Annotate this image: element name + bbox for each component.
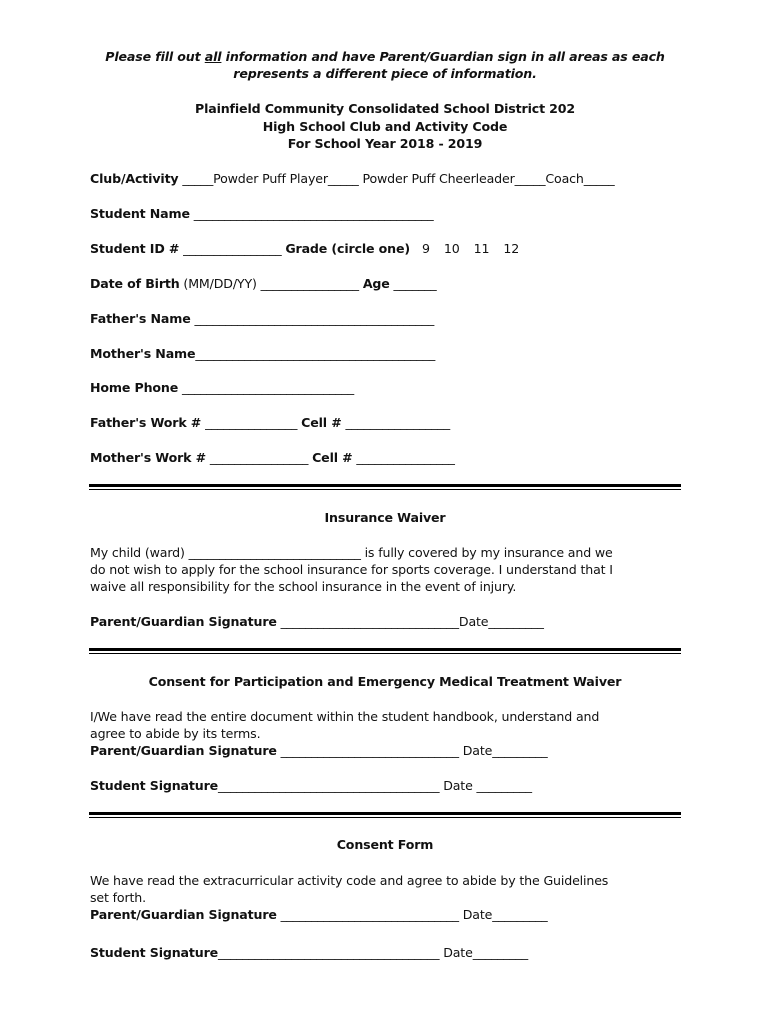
mother-work-label: Mother's Work #	[90, 450, 207, 465]
instructions-emphasis: all	[204, 49, 222, 64]
student-signature-label: Student Signature	[90, 945, 219, 960]
parent-signature-blank[interactable]: _____________________________ Date_________	[276, 743, 548, 758]
consent-medical-title: Consent for Participation and Emergency Medical Treatment Waiver	[148, 674, 622, 689]
parent-signature-label: Parent/Guardian Signature	[90, 743, 277, 758]
home-phone-blank[interactable]: ____________________________	[178, 380, 355, 395]
club-activity-label: Club/Activity	[90, 171, 179, 186]
student-name-blank[interactable]: _______________________________________	[189, 206, 434, 221]
mother-name-field[interactable]	[90, 345, 435, 362]
mother-work-blank[interactable]: ________________	[206, 450, 313, 465]
consent-medical-student-signature-row[interactable]	[90, 777, 532, 794]
student-name-field[interactable]	[90, 205, 433, 222]
consent-medical-paragraph-line-1: I/We have read the entire document within the student handbook, understand and	[90, 709, 600, 724]
section-divider-thin	[89, 653, 681, 654]
mother-cell-blank[interactable]: ________________	[352, 450, 455, 465]
grade-option-11[interactable]: 11	[473, 241, 490, 256]
home-phone-label: Home Phone	[90, 380, 179, 395]
code-title: High School Club and Activity Code	[262, 119, 508, 134]
school-year: For School Year 2018 - 2019	[287, 136, 483, 151]
consent-form-paragraph-line-2: set forth.	[90, 890, 146, 905]
father-name-field[interactable]	[90, 310, 434, 327]
section-divider	[89, 648, 681, 651]
grade-option-10[interactable]: 10	[443, 241, 460, 256]
mother-name-label: Mother's Name	[90, 346, 196, 361]
section-divider	[89, 812, 681, 815]
father-cell-blank[interactable]: _________________	[341, 415, 450, 430]
section-divider	[89, 484, 681, 487]
insurance-paragraph-line-2: do not wish to apply for the school insurance for sports coverage. I understand that I	[90, 562, 613, 577]
instructions-line-1	[0, 48, 770, 65]
student-id-label: Student ID #	[90, 241, 180, 256]
student-name-label: Student Name	[90, 206, 190, 221]
section-divider-thin	[89, 817, 681, 818]
father-cell-label: Cell #	[301, 415, 342, 430]
mother-phone-row	[90, 449, 455, 466]
consent-medical-parent-signature-row[interactable]	[90, 742, 548, 759]
grade-options[interactable]	[410, 240, 519, 257]
student-signature-blank[interactable]: ____________________________________ Date _________	[218, 778, 532, 793]
father-work-label: Father's Work #	[90, 415, 202, 430]
consent-form-title: Consent Form	[336, 837, 434, 852]
grade-label: Grade (circle one)	[285, 241, 410, 256]
instructions-text: Please fill out	[105, 49, 205, 64]
consent-form-student-signature-row[interactable]	[90, 944, 528, 961]
student-signature-label: Student Signature	[90, 778, 219, 793]
insurance-paragraph-line-1[interactable]: My child (ward) ____________________________ is fully covered by my insurance and we	[90, 545, 613, 560]
student-id-grade-row	[90, 240, 519, 257]
insurance-paragraph-line-3: waive all responsibility for the school insurance in the event of injury.	[90, 579, 517, 594]
mother-cell-label: Cell #	[312, 450, 353, 465]
student-signature-blank[interactable]: ____________________________________ Date_________	[218, 945, 529, 960]
insurance-waiver-title: Insurance Waiver	[324, 510, 446, 525]
consent-form-paragraph-line-1: We have read the extracurricular activity code and agree to abide by the Guidelines	[90, 873, 609, 888]
dob-age-row	[90, 275, 437, 292]
parent-signature-label: Parent/Guardian Signature	[90, 614, 277, 629]
father-phone-row	[90, 414, 450, 431]
district-title: Plainfield Community Consolidated School District 202	[194, 101, 576, 116]
parent-signature-blank[interactable]: _____________________________Date_________	[276, 614, 544, 629]
father-name-label: Father's Name	[90, 311, 191, 326]
dob-blank[interactable]: (MM/DD/YY) ________________	[179, 276, 363, 291]
grade-option-9[interactable]: 9	[422, 241, 430, 256]
father-work-blank[interactable]: _______________	[201, 415, 302, 430]
instructions-text: information and have Parent/Guardian sign in all areas as each	[221, 49, 665, 64]
age-blank[interactable]: _______	[389, 276, 437, 291]
instructions-line-2: represents a different piece of information.	[233, 66, 537, 81]
consent-form-parent-signature-row[interactable]	[90, 906, 548, 923]
parent-signature-label: Parent/Guardian Signature	[90, 907, 277, 922]
age-label: Age	[362, 276, 390, 291]
parent-signature-blank[interactable]: _____________________________ Date_________	[276, 907, 548, 922]
grade-option-12[interactable]: 12	[503, 241, 520, 256]
insurance-signature-row[interactable]	[90, 613, 544, 630]
club-activity-options[interactable]: _____Powder Puff Player_____ Powder Puff Cheerleader_____Coach_____	[178, 171, 615, 186]
club-activity-field[interactable]	[90, 170, 615, 187]
section-divider-thin	[89, 489, 681, 490]
student-id-blank[interactable]: ________________	[179, 241, 286, 256]
mother-name-blank[interactable]: _______________________________________	[195, 346, 436, 361]
father-name-blank[interactable]: _______________________________________	[190, 311, 435, 326]
consent-medical-paragraph-line-2: agree to abide by its terms.	[90, 726, 261, 741]
home-phone-field[interactable]	[90, 379, 354, 396]
dob-label: Date of Birth	[90, 276, 180, 291]
